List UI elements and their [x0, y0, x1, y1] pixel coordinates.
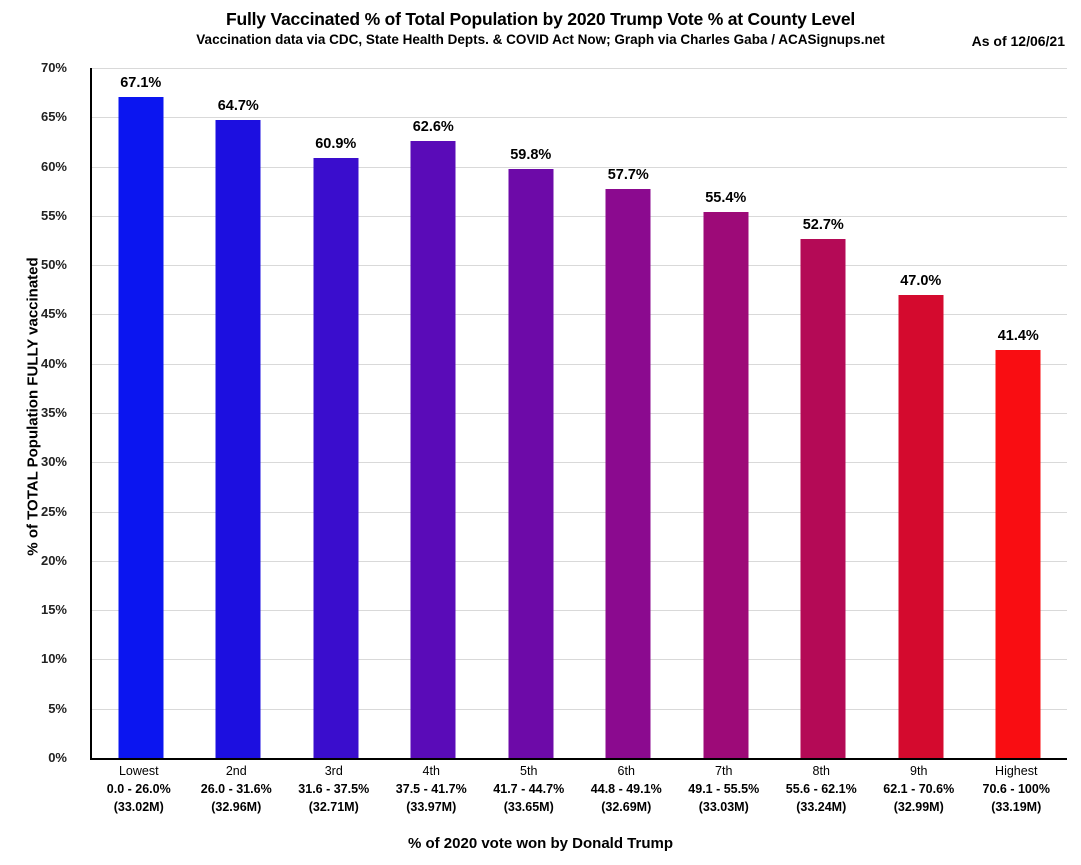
plot-area — [40, 60, 1067, 765]
y-axis-tick-label: 5% — [48, 700, 67, 716]
bar-value-label: 47.0% — [900, 272, 942, 289]
bar-group — [580, 68, 678, 758]
x-axis-tick-label — [285, 762, 383, 816]
bar-value-label: 41.4% — [997, 327, 1039, 344]
y-axis-tick-label: 50% — [40, 257, 67, 273]
y-axis-tick-label: 25% — [40, 503, 67, 519]
bar-value-label: 57.7% — [607, 167, 649, 184]
bar-group — [775, 68, 873, 758]
bar-value-label: 52.7% — [802, 216, 844, 233]
y-axis-tick-label: 60% — [40, 158, 67, 174]
x-axis-tick-label — [188, 762, 286, 816]
bar-value-label: 64.7% — [217, 98, 259, 115]
x-axis-tick-label — [383, 762, 481, 816]
bar — [898, 295, 943, 758]
bar — [508, 169, 553, 758]
x-tick-population: (33.97M) — [406, 800, 457, 814]
y-axis-tick-label: 20% — [40, 552, 67, 568]
title-block — [0, 8, 1081, 49]
bar — [216, 120, 261, 758]
x-tick-category: 6th — [617, 764, 635, 778]
x-tick-category: Highest — [995, 764, 1038, 778]
x-tick-range: 55.6 - 62.1% — [785, 782, 857, 796]
y-axis-tick-label: 0% — [48, 750, 67, 765]
bar — [118, 97, 163, 758]
x-tick-range: 41.7 - 44.7% — [493, 782, 565, 796]
y-axis-tick-label: 15% — [40, 602, 67, 618]
y-axis-tick-label: 30% — [40, 454, 67, 470]
x-tick-population: (32.99M) — [893, 800, 944, 814]
as-of-date: As of 12/06/21 — [971, 33, 1065, 49]
chart-title: Fully Vaccinated % of Total Population by 2020 Trump Vote % at County Level — [225, 9, 856, 29]
bar-group — [482, 68, 580, 758]
x-axis-tick-label — [773, 762, 871, 816]
x-axis-tick-label — [675, 762, 773, 816]
bar-value-label: 67.1% — [120, 74, 162, 91]
x-tick-range: 0.0 - 26.0% — [106, 782, 171, 796]
x-tick-range: 44.8 - 49.1% — [590, 782, 662, 796]
bar — [703, 212, 748, 758]
bar — [801, 239, 846, 758]
x-tick-population: (32.71M) — [308, 800, 359, 814]
bar-value-label: 62.6% — [412, 118, 454, 135]
x-tick-range: 31.6 - 37.5% — [298, 782, 370, 796]
bar-value-label: 59.8% — [510, 146, 552, 163]
bar-group — [287, 68, 385, 758]
bar-group — [677, 68, 775, 758]
x-tick-category: 3rd — [324, 764, 343, 778]
x-tick-population: (33.03M) — [698, 800, 749, 814]
x-tick-range: 37.5 - 41.7% — [395, 782, 467, 796]
y-axis-tick-label: 40% — [40, 355, 67, 371]
x-axis-tick-label — [870, 762, 968, 816]
x-tick-category: Lowest — [118, 764, 159, 778]
x-axis-tick-label — [480, 762, 578, 816]
x-tick-population: (33.02M) — [113, 800, 164, 814]
x-tick-category: 7th — [715, 764, 733, 778]
x-tick-population: (32.69M) — [601, 800, 652, 814]
bar-group — [970, 68, 1068, 758]
x-tick-category: 8th — [812, 764, 830, 778]
bar — [996, 350, 1041, 758]
bar-group — [872, 68, 970, 758]
y-axis-title: % of TOTAL Population FULLY vaccinated — [24, 257, 42, 556]
x-tick-range: 49.1 - 55.5% — [688, 782, 760, 796]
bar-group — [190, 68, 288, 758]
x-tick-category: 2nd — [225, 764, 247, 778]
x-axis-title: % of 2020 vote won by Donald Trump — [407, 835, 674, 852]
chart-subtitle: Vaccination data via CDC, State Health Depts. & COVID Act Now; Graph via Charles Gaba / ACASignups.net — [196, 32, 885, 47]
y-axis-tick-label: 65% — [40, 109, 67, 125]
bar-value-label: 60.9% — [315, 135, 357, 152]
x-tick-category: 5th — [520, 764, 538, 778]
bar-value-label: 55.4% — [705, 189, 747, 206]
bar-group — [92, 68, 190, 758]
x-axis-tick-label — [968, 762, 1066, 816]
bar — [411, 141, 456, 758]
y-axis-tick-label: 45% — [40, 306, 67, 322]
bar-group — [385, 68, 483, 758]
x-axis-tick-label — [578, 762, 676, 816]
x-tick-population: (32.96M) — [211, 800, 262, 814]
x-tick-range: 70.6 - 100% — [982, 782, 1050, 796]
x-tick-population: (33.24M) — [796, 800, 847, 814]
bar — [606, 189, 651, 758]
y-axis-tick-label: 35% — [40, 405, 67, 420]
y-axis-tick-label: 10% — [40, 651, 67, 667]
x-tick-population: (33.65M) — [503, 800, 554, 814]
x-tick-category: 4th — [422, 764, 440, 778]
x-tick-population: (33.19M) — [991, 800, 1042, 814]
y-axis-tick-label: 55% — [40, 207, 67, 223]
x-axis-tick-label — [90, 762, 188, 816]
bar — [313, 158, 358, 758]
x-tick-category: 9th — [910, 764, 928, 778]
x-tick-range: 26.0 - 31.6% — [200, 782, 272, 796]
x-tick-range: 62.1 - 70.6% — [883, 782, 955, 796]
y-axis-tick-label: 70% — [40, 60, 67, 75]
